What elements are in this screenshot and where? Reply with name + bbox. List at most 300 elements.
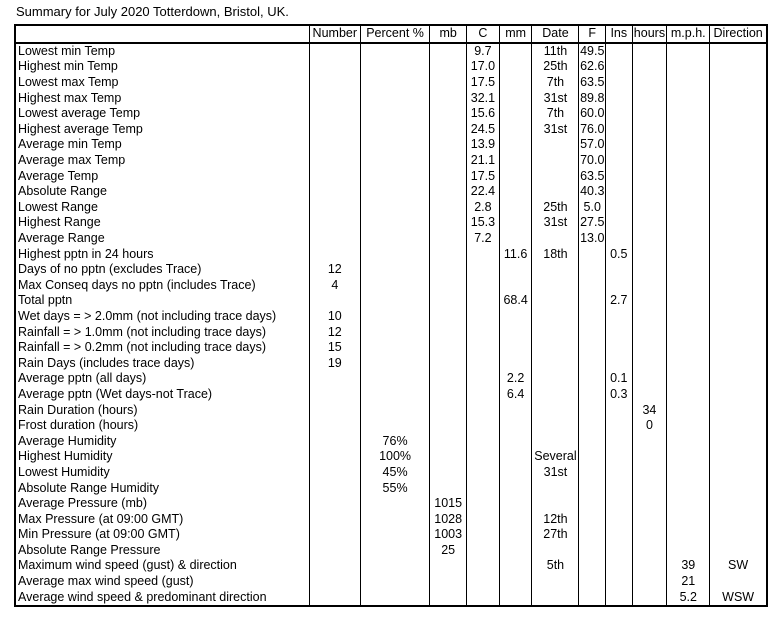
table-cell — [360, 293, 429, 309]
table-cell — [360, 153, 429, 169]
table-cell — [632, 262, 667, 278]
table-cell — [532, 543, 579, 559]
table-cell — [309, 402, 360, 418]
table-cell: 4 — [309, 278, 360, 294]
table-cell — [710, 324, 767, 340]
table-cell: 40.3 — [580, 184, 605, 199]
table-cell — [430, 90, 467, 106]
table-cell — [579, 309, 606, 325]
table-cell — [309, 558, 360, 574]
table-cell — [467, 278, 500, 294]
row-label: Lowest Humidity — [18, 464, 110, 479]
table-cell: Several — [532, 449, 579, 465]
table-cell — [499, 137, 532, 153]
table-cell — [606, 340, 633, 356]
summary-table — [14, 24, 768, 607]
table-cell — [667, 168, 710, 184]
table-cell — [667, 371, 710, 387]
table-cell — [632, 75, 667, 91]
column-header: Number — [309, 25, 360, 43]
table-cell — [579, 433, 606, 449]
table-cell — [430, 387, 467, 403]
table-cell — [532, 340, 579, 356]
table-cell — [532, 402, 579, 418]
table-cell — [606, 200, 633, 216]
table-cell — [606, 418, 633, 434]
table-cell — [499, 43, 532, 60]
table-cell — [579, 496, 606, 512]
table-row — [15, 278, 767, 294]
row-label: Frost duration (hours) — [18, 418, 139, 433]
table-cell — [499, 59, 532, 75]
table-cell — [360, 168, 429, 184]
table-row — [15, 168, 767, 184]
table-cell — [579, 387, 606, 403]
table-cell — [606, 543, 633, 559]
table-cell — [360, 59, 429, 75]
table-cell — [499, 527, 532, 543]
table-cell — [309, 543, 360, 559]
row-label: Absolute Range Humidity — [18, 480, 160, 495]
table-cell — [309, 90, 360, 106]
table-row — [15, 75, 767, 91]
table-cell — [499, 543, 532, 559]
table-cell — [499, 168, 532, 184]
table-cell — [532, 184, 579, 200]
row-label: Max Pressure (at 09:00 GMT) — [18, 511, 184, 526]
table-cell: 25th — [532, 59, 579, 75]
row-label: Average max Temp — [18, 153, 126, 168]
table-cell — [467, 496, 500, 512]
table-row — [15, 558, 767, 574]
table-cell: 2.7 — [606, 293, 633, 309]
row-label: Average pptn (Wet days-not Trace) — [18, 386, 213, 401]
table-cell — [309, 246, 360, 262]
table-cell: 2.2 — [499, 371, 532, 387]
column-header: m.p.h. — [667, 25, 710, 43]
table-cell — [606, 184, 633, 200]
table-cell — [532, 371, 579, 387]
table-cell — [499, 511, 532, 527]
table-cell — [667, 246, 710, 262]
table-cell — [430, 433, 467, 449]
table-cell — [579, 246, 606, 262]
table-cell — [632, 574, 667, 590]
row-label: Rain Days (includes trace days) — [18, 355, 195, 370]
table-cell: 45% — [360, 465, 429, 481]
table-cell: 1015 — [430, 496, 467, 512]
column-header: C — [467, 25, 500, 43]
table-cell — [430, 340, 467, 356]
table-cell: 60.0 — [580, 106, 605, 121]
table-cell — [430, 558, 467, 574]
table-cell — [579, 589, 606, 606]
table-cell — [579, 324, 606, 340]
table-row — [15, 433, 767, 449]
table-cell — [532, 433, 579, 449]
table-cell — [309, 465, 360, 481]
table-cell — [632, 168, 667, 184]
table-cell — [532, 168, 579, 184]
table-cell — [430, 184, 467, 200]
table-cell: 11.6 — [499, 246, 532, 262]
table-cell — [632, 496, 667, 512]
table-cell — [579, 480, 606, 496]
table-cell — [606, 75, 633, 91]
column-header: Ins — [606, 25, 633, 43]
table-cell — [606, 153, 633, 169]
table-cell — [360, 137, 429, 153]
table-cell — [667, 122, 710, 138]
table-row — [15, 200, 767, 216]
table-cell — [430, 168, 467, 184]
table-cell — [667, 309, 710, 325]
table-cell — [632, 43, 667, 60]
table-cell — [360, 246, 429, 262]
table-cell — [632, 371, 667, 387]
row-label: Highest Humidity — [18, 449, 113, 464]
table-cell — [360, 262, 429, 278]
table-cell — [499, 558, 532, 574]
table-cell — [710, 246, 767, 262]
table-cell — [632, 465, 667, 481]
table-cell: 25th — [532, 200, 579, 216]
table-cell — [532, 387, 579, 403]
table-cell — [710, 496, 767, 512]
table-cell — [579, 293, 606, 309]
table-cell — [309, 387, 360, 403]
table-cell: 11th — [532, 43, 579, 60]
table-cell — [710, 262, 767, 278]
table-cell: 62.6 — [580, 59, 605, 74]
table-cell — [632, 589, 667, 606]
table-cell — [532, 496, 579, 512]
table-row — [15, 387, 767, 403]
table-cell — [710, 574, 767, 590]
table-cell — [309, 106, 360, 122]
table-cell — [667, 543, 710, 559]
table-cell — [632, 387, 667, 403]
table-cell — [499, 418, 532, 434]
table-cell — [710, 153, 767, 169]
table-row — [15, 184, 767, 200]
table-cell — [606, 278, 633, 294]
column-header: F — [579, 25, 606, 43]
table-cell — [579, 574, 606, 590]
table-cell — [360, 90, 429, 106]
table-cell — [606, 433, 633, 449]
table-cell — [532, 231, 579, 247]
table-cell — [606, 355, 633, 371]
table-cell — [667, 465, 710, 481]
table-cell — [499, 496, 532, 512]
table-cell — [360, 402, 429, 418]
table-cell: 7.2 — [467, 231, 500, 247]
table-cell: 5.0 — [579, 200, 606, 216]
table-cell — [430, 418, 467, 434]
table-cell — [430, 371, 467, 387]
table-cell: 15.6 — [467, 106, 500, 122]
table-cell — [606, 449, 633, 465]
table-cell — [606, 480, 633, 496]
table-cell: 76% — [360, 433, 429, 449]
table-cell — [309, 184, 360, 200]
row-label: Absolute Range Pressure — [18, 542, 161, 557]
table-cell — [632, 449, 667, 465]
table-row — [15, 153, 767, 169]
table-cell — [710, 75, 767, 91]
row-label: Lowest min Temp — [18, 43, 116, 58]
table-cell — [667, 43, 710, 60]
table-cell — [309, 527, 360, 543]
row-label: Maximum wind speed (gust) & direction — [18, 558, 237, 573]
table-cell — [632, 278, 667, 294]
table-cell — [309, 75, 360, 91]
table-cell — [532, 574, 579, 590]
table-cell — [667, 278, 710, 294]
table-header-row — [15, 25, 767, 43]
table-row — [15, 215, 767, 231]
table-cell — [532, 480, 579, 496]
table-cell — [499, 262, 532, 278]
table-cell — [360, 387, 429, 403]
page-title: Summary for July 2020 Totterdown, Bristol, UK. — [16, 4, 289, 19]
table-cell — [360, 371, 429, 387]
column-header: mm — [499, 25, 532, 43]
row-label: Average Pressure (mb) — [18, 496, 147, 511]
table-cell — [632, 527, 667, 543]
table-cell — [667, 106, 710, 122]
table-cell — [360, 589, 429, 606]
table-cell — [467, 340, 500, 356]
table-row — [15, 324, 767, 340]
table-cell — [532, 589, 579, 606]
table-cell — [532, 262, 579, 278]
table-cell: 12th — [532, 511, 579, 527]
table-cell: 31st — [532, 90, 579, 106]
table-cell: 49.5 — [580, 43, 605, 58]
table-cell — [499, 215, 532, 231]
row-label: Min Pressure (at 09:00 GMT) — [18, 527, 180, 542]
table-cell — [710, 231, 767, 247]
table-cell — [430, 122, 467, 138]
table-cell — [499, 480, 532, 496]
table-cell — [667, 340, 710, 356]
table-cell: 31st — [532, 465, 579, 481]
table-row — [15, 137, 767, 153]
row-label: Lowest Range — [18, 199, 98, 214]
row-label: Absolute Range — [18, 184, 107, 199]
table-cell — [360, 200, 429, 216]
table-cell — [430, 355, 467, 371]
table-cell — [430, 59, 467, 75]
table-cell: 70.0 — [580, 153, 605, 168]
table-cell — [710, 90, 767, 106]
table-cell — [499, 106, 532, 122]
table-cell — [430, 480, 467, 496]
table-cell — [667, 59, 710, 75]
table-cell — [430, 449, 467, 465]
table-cell — [532, 418, 579, 434]
table-cell — [467, 543, 500, 559]
table-cell — [499, 231, 532, 247]
table-cell — [360, 496, 429, 512]
table-cell: 31st — [532, 215, 579, 231]
table-cell: 5.2 — [667, 589, 710, 606]
table-cell — [632, 90, 667, 106]
table-cell — [309, 231, 360, 247]
table-row — [15, 511, 767, 527]
table-cell — [467, 262, 500, 278]
table-row — [15, 574, 767, 590]
table-cell — [360, 309, 429, 325]
table-cell — [710, 122, 767, 138]
table-cell: 13.0 — [580, 231, 605, 246]
table-cell — [467, 574, 500, 590]
table-cell — [532, 278, 579, 294]
table-cell — [632, 309, 667, 325]
table-cell — [467, 480, 500, 496]
table-cell — [467, 246, 500, 262]
table-cell — [710, 215, 767, 231]
table-row — [15, 106, 767, 122]
table-cell — [606, 59, 633, 75]
table-cell — [579, 543, 606, 559]
table-cell: 0.3 — [606, 387, 633, 403]
table-cell — [667, 90, 710, 106]
table-cell — [360, 278, 429, 294]
table-cell — [606, 511, 633, 527]
table-cell — [710, 184, 767, 200]
table-cell — [710, 418, 767, 434]
table-cell — [606, 262, 633, 278]
table-cell — [606, 402, 633, 418]
table-cell: 9.7 — [467, 43, 500, 60]
table-cell — [467, 449, 500, 465]
table-cell: 63.5 — [580, 75, 605, 90]
table-cell — [606, 309, 633, 325]
table-cell — [360, 215, 429, 231]
table-cell — [579, 511, 606, 527]
table-cell — [667, 511, 710, 527]
table-cell — [360, 184, 429, 200]
row-label: Average max wind speed (gust) — [18, 574, 194, 589]
row-label: Highest pptn in 24 hours — [18, 246, 154, 261]
table-cell — [430, 589, 467, 606]
table-cell — [606, 122, 633, 138]
column-header: Date — [532, 25, 579, 43]
table-cell — [632, 106, 667, 122]
row-label: Average pptn (all days) — [18, 371, 147, 386]
row-label: Highest min Temp — [18, 59, 118, 74]
column-header: hours — [632, 25, 667, 43]
table-cell — [632, 324, 667, 340]
table-cell — [532, 153, 579, 169]
table-cell — [710, 59, 767, 75]
table-cell — [467, 511, 500, 527]
table-cell — [467, 433, 500, 449]
table-cell: 34 — [632, 402, 667, 418]
table-cell — [606, 168, 633, 184]
table-cell — [579, 449, 606, 465]
table-cell — [710, 137, 767, 153]
row-label: Lowest average Temp — [18, 106, 141, 121]
row-label: Average min Temp — [18, 137, 122, 152]
table-cell — [632, 511, 667, 527]
table-cell: 17.5 — [467, 75, 500, 91]
table-row — [15, 355, 767, 371]
table-cell — [430, 200, 467, 216]
table-cell — [430, 293, 467, 309]
table-cell — [710, 293, 767, 309]
table-cell — [710, 433, 767, 449]
table-cell — [632, 543, 667, 559]
table-cell — [467, 418, 500, 434]
table-cell — [710, 355, 767, 371]
table-cell — [430, 309, 467, 325]
table-cell — [667, 527, 710, 543]
table-cell: 76.0 — [580, 121, 605, 136]
table-cell — [579, 465, 606, 481]
column-header-label — [15, 25, 309, 43]
table-cell — [499, 465, 532, 481]
table-row — [15, 589, 767, 606]
table-row — [15, 465, 767, 481]
table-cell — [606, 574, 633, 590]
table-cell — [360, 418, 429, 434]
row-label: Highest average Temp — [18, 121, 143, 136]
table-cell — [667, 153, 710, 169]
table-cell — [309, 511, 360, 527]
table-cell: 17.5 — [467, 168, 500, 184]
table-cell — [632, 558, 667, 574]
table-cell — [579, 355, 606, 371]
table-cell — [467, 355, 500, 371]
table-cell: SW — [710, 558, 767, 574]
table-cell — [606, 589, 633, 606]
table-cell — [710, 402, 767, 418]
table-cell — [360, 122, 429, 138]
table-cell: 24.5 — [467, 122, 500, 138]
column-header: Direction — [710, 25, 767, 43]
table-cell: WSW — [710, 589, 767, 606]
table-cell — [360, 511, 429, 527]
table-cell — [710, 543, 767, 559]
table-cell — [499, 122, 532, 138]
table-cell — [632, 153, 667, 169]
table-cell: 0 — [632, 418, 667, 434]
table-cell — [430, 402, 467, 418]
table-cell — [360, 558, 429, 574]
table-cell — [467, 402, 500, 418]
table-cell — [606, 137, 633, 153]
table-cell: 15 — [309, 340, 360, 356]
table-cell — [632, 246, 667, 262]
table-cell — [710, 465, 767, 481]
table-cell — [667, 433, 710, 449]
table-cell — [710, 527, 767, 543]
table-cell — [710, 43, 767, 60]
table-cell: 13.9 — [467, 137, 500, 153]
table-cell — [667, 418, 710, 434]
table-cell: 6.4 — [499, 387, 532, 403]
table-row — [15, 122, 767, 138]
table-cell — [360, 340, 429, 356]
table-cell: 1003 — [430, 527, 467, 543]
table-cell — [309, 480, 360, 496]
table-cell — [309, 200, 360, 216]
table-cell — [710, 106, 767, 122]
